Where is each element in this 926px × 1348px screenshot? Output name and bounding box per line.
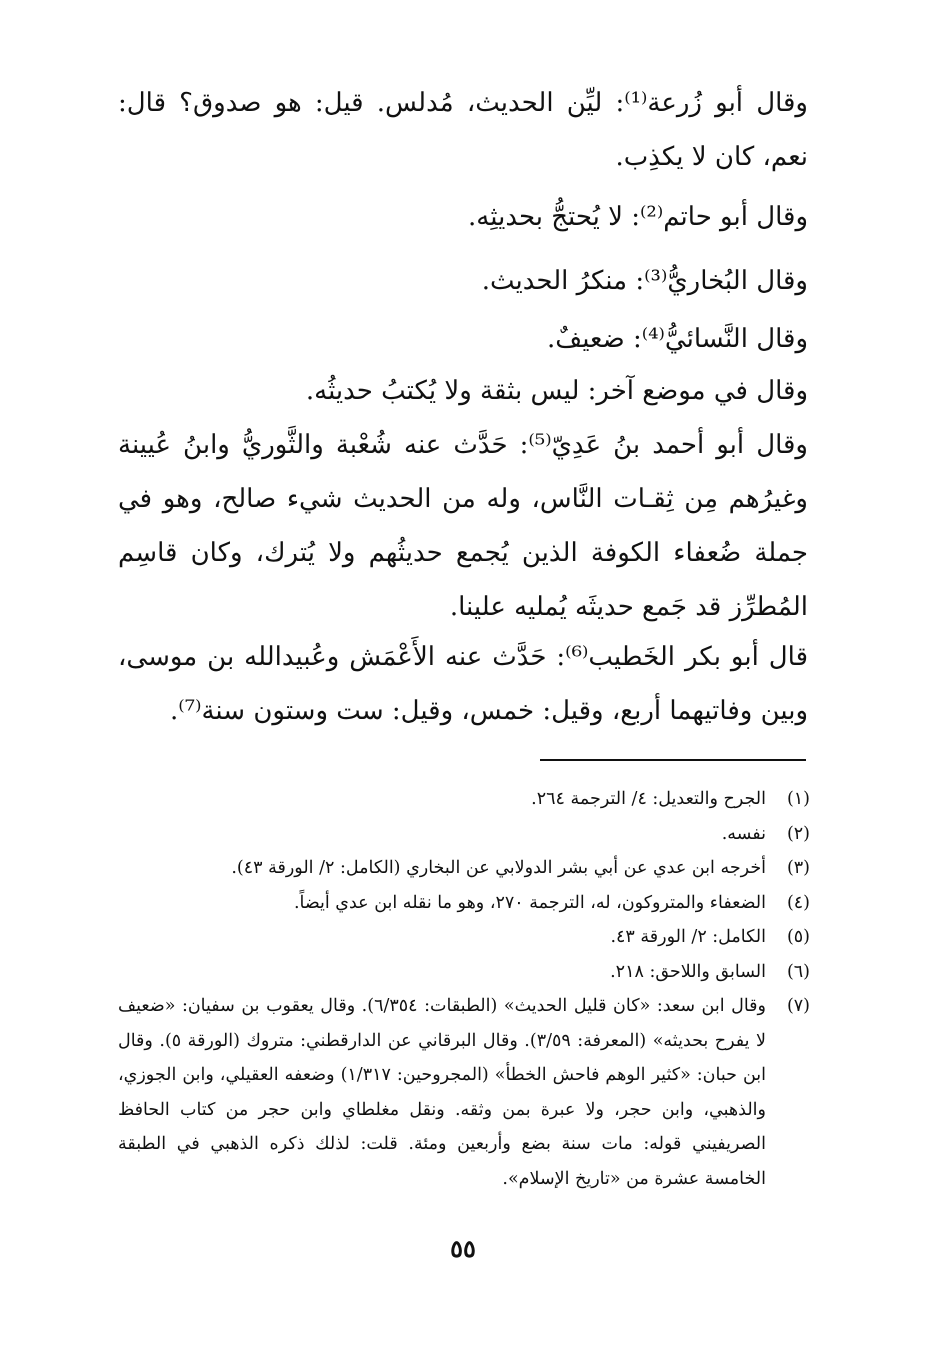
footnote-text: نفسه.	[721, 823, 766, 844]
footnote-text: وقال ابن سعد: «كان قليل الحديث» (الطبقات: ٦/٣٥٤). وقال يعقوب بن سفيان: «ضعيف لا يفرح بحديثه» (المعرفة: ٣/٥٩). وقال البرقاني عن الدارقطني: متروك (الورقة ٥). وقال ابن حبان: «كثير الوهم فاحش الخطأ» (المجروحين: ١/٣١٧) وضعفه العقيلي، وابن الجوزي، والذهبي، وابن حجر، ولا عبرة بمن وثقه. ونقل مغلطاي وابن حجر من كتاب الحافظ الصريفيني قوله: مات سنة بضع وأربعين ومئة. قلت: لذلك ذكره الذهبي في الطبقة الخامسة عشرة من «تاريخ الإسلام».	[118, 996, 766, 1189]
footnote-number: (٣)	[786, 858, 810, 878]
footnote-text: الضعفاء والمتروكون، له، الترجمة ٢٧٠، وهو ما نقله ابن عدي أيضاً.	[293, 892, 766, 913]
footnote-3	[118, 851, 810, 886]
footnote-2	[118, 817, 810, 852]
main-text-khatib	[118, 630, 808, 738]
footnote-separator	[540, 759, 806, 761]
main-text-ibn-adi	[118, 418, 808, 634]
footnote-text: الكامل: ٢/ الورقة ٤٣.	[610, 927, 766, 947]
footnote-number: (٧)	[786, 996, 810, 1016]
main-text-abu-hatim	[118, 190, 808, 244]
footnote-1	[118, 782, 810, 817]
footnote-7	[118, 989, 810, 1196]
footnote-5	[118, 920, 810, 955]
footnote-number: (١)	[786, 789, 810, 809]
footnote-6	[118, 955, 810, 990]
paragraph-khatib: قال أبو بكر الخَطيب⁽⁶⁾: حَدَّث عنه الأَعْمَش وعُبيدالله بن موسى، وبين وفاتيهما أربع، وقيل: خمس، وقيل: ست وستون سنة⁽⁷⁾.	[118, 642, 809, 726]
main-text-nasai	[118, 312, 808, 366]
footnote-text: أخرجه ابن عدي عن أبي بشر الدولابي عن البخاري (الكامل: ٢/ الورقة ٤٣).	[231, 858, 766, 878]
footnote-number: (٥)	[786, 927, 810, 947]
footnote-number: (٤)	[786, 892, 810, 913]
main-text-bukhari	[118, 254, 808, 308]
footnote-number: (٢)	[786, 823, 810, 844]
paragraph-abu-zurah: وقال أبو زُرعة⁽¹⁾: ليِّن الحديث، مُدلس. قيل: هو صدوق؟ قال: نعم، كان لا يكذِب.	[118, 88, 808, 172]
main-text	[118, 76, 808, 184]
footnote-number: (٦)	[786, 961, 810, 982]
main-text-other-place	[118, 364, 808, 418]
paragraph-ibn-adi: وقال أبو أحمد بنُ عَدِيّ⁽⁵⁾: حَدَّث عنه شُعْبة والثَّوريُّ وابنُ عُيينة وغيرُهم مِن ثِقـات النَّاس، وله من الحديث شيء صالح، وهو في جملة ضُعفاء الكوفة الذين يُجمع حديثُهم ولا يُترك، وكان قاسِم المُطرِّز قد جَمع حديثَه يُمليه علينا.	[118, 430, 808, 622]
paragraph-bukhari: وقال البُخاريُّ⁽³⁾: منكرُ الحديث.	[481, 266, 808, 296]
footnotes	[118, 782, 810, 1196]
footnote-4	[118, 886, 810, 921]
footnote-text: السابق واللاحق: ٢١٨.	[610, 961, 766, 982]
paragraph-other-place: وقال في موضع آخر: ليس بثقة ولا يُكتبُ حديثُه.	[305, 376, 808, 406]
page-number: ٥٥	[450, 1234, 476, 1263]
paragraph-abu-hatim: وقال أبو حاتم⁽²⁾: لا يُحتجُّ بحديثِه.	[468, 202, 808, 232]
paragraph-nasai: وقال النَّسائيُّ⁽⁴⁾: ضعيفٌ.	[547, 324, 808, 354]
footnote-text: الجرح والتعديل: ٤/ الترجمة ٢٦٤.	[531, 789, 766, 809]
